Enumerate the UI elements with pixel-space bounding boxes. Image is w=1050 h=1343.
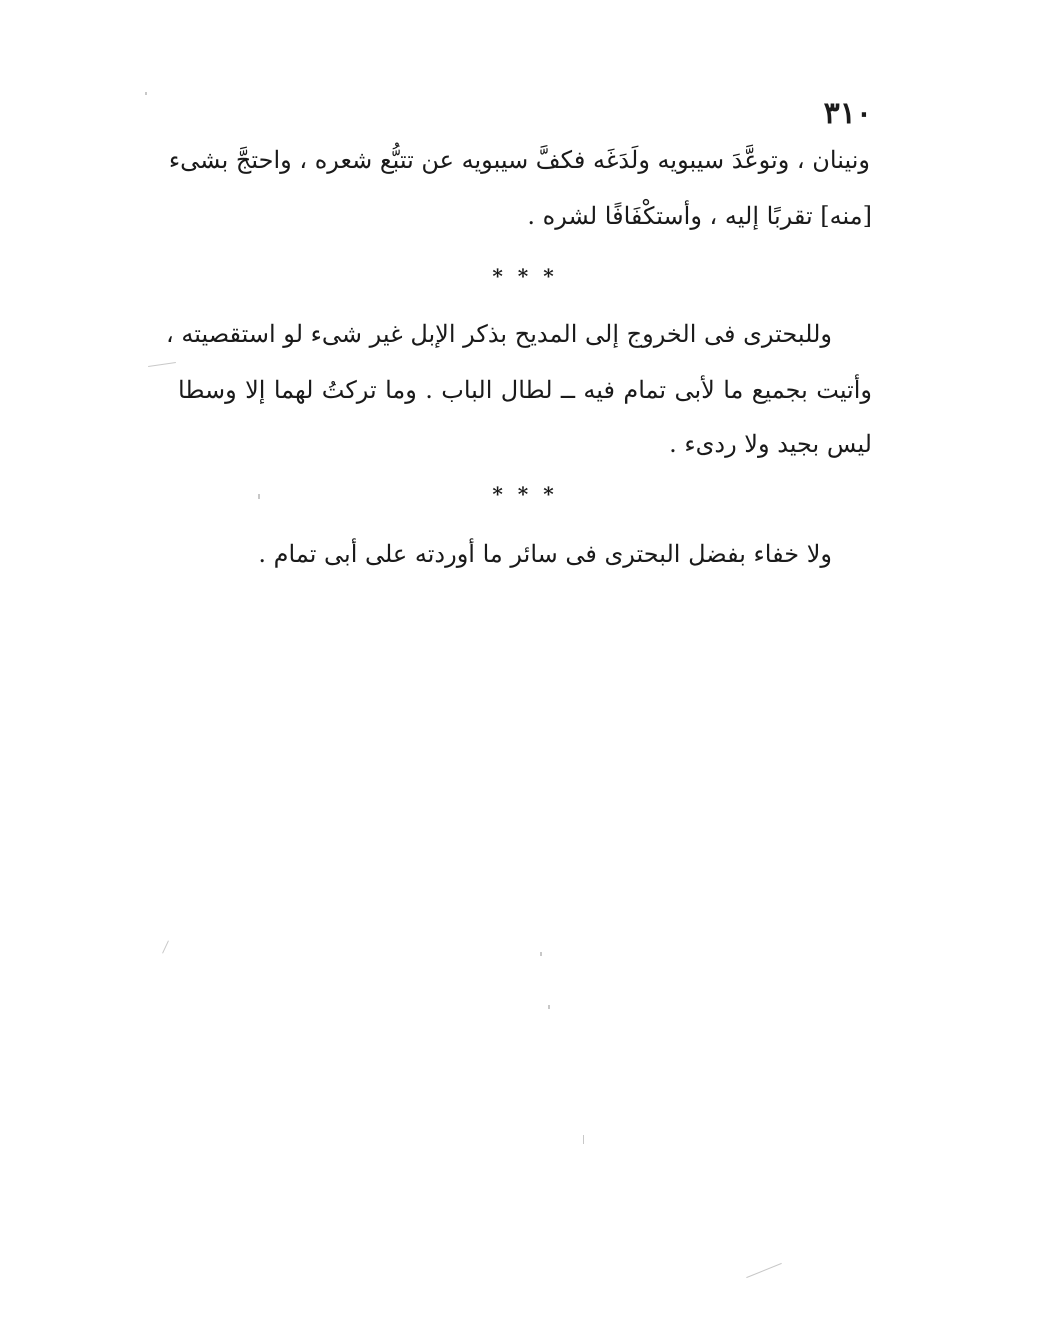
scan-speck xyxy=(258,494,260,499)
scan-speck xyxy=(548,1005,550,1009)
scan-speck xyxy=(162,940,169,953)
paragraph-2-line-2: وأتيت بجميع ما لأبى تمام فيه ــ لطال الباب . وما تركتُ لهما إلا وسطا xyxy=(178,376,872,404)
paragraph-2-line-1: وللبحترى فى الخروج إلى المديح بذكر الإبل غير شىء لو استقصيته ، xyxy=(165,320,832,348)
scan-speck xyxy=(583,1135,584,1144)
scan-speck xyxy=(540,952,542,956)
scan-speck xyxy=(746,1263,782,1278)
page-number: ٣١٠ xyxy=(823,96,872,131)
paragraph-1-line-2: [منه] تقربًا إليه ، وأستكْفَافًا لشره . xyxy=(527,202,872,230)
paragraph-2-line-3: ليس بجيد ولا ردىء . xyxy=(669,430,872,458)
section-separator-2: * * * xyxy=(492,482,558,506)
scan-speck xyxy=(145,92,147,95)
section-separator-1: * * * xyxy=(492,264,558,288)
paragraph-1-line-1: ونينان ، وتوعَّدَ سيبويه ولَدَغَه فكفَّ سيبويه عن تتبُّع شعره ، واحتجَّ بشىء xyxy=(168,146,870,174)
paragraph-3-line-1: ولا خفاء بفضل البحترى فى سائر ما أوردته على أبى تمام . xyxy=(258,540,832,568)
scan-speck xyxy=(148,362,176,367)
